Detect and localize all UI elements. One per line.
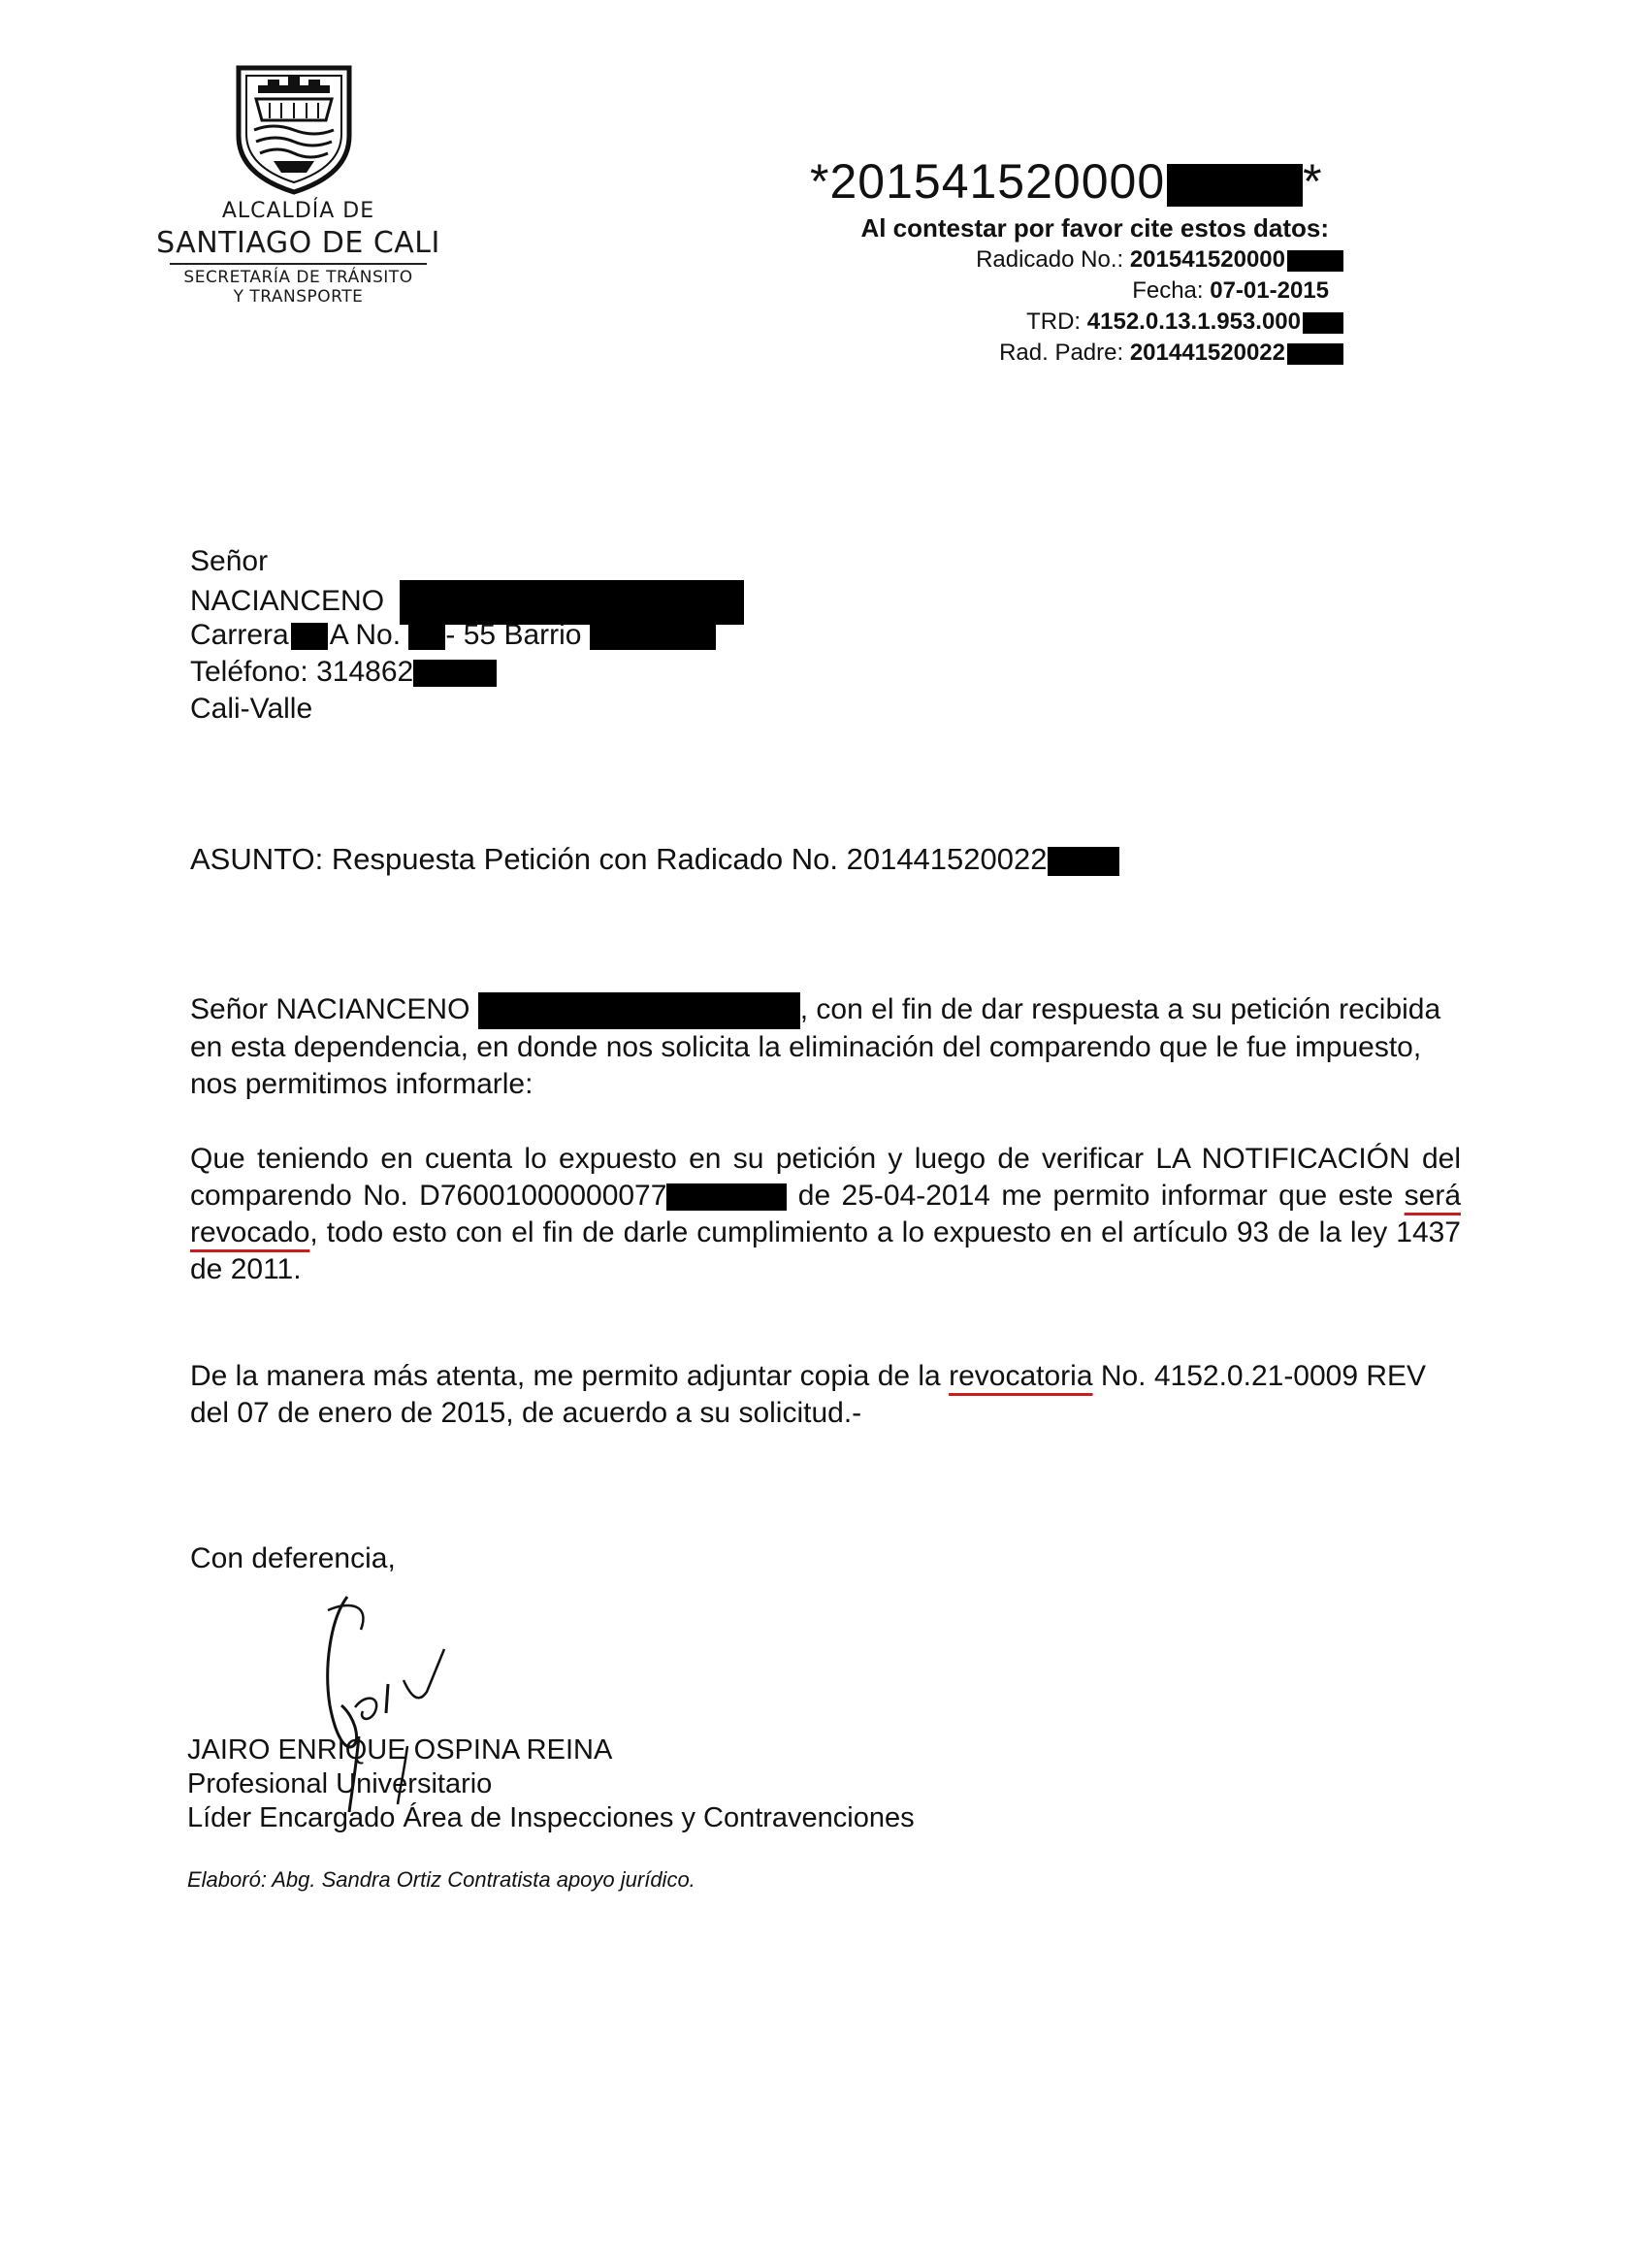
body-paragraph-2 [190,1141,1461,1288]
rad-padre-value: 201441520022 [1129,340,1285,366]
subject-text: ASUNTO: Respuesta Petición con Radicado No. 201441520022 [190,842,1048,876]
body-paragraph-3 [190,1358,1461,1432]
letterhead-transporte: Y TRANSPORTE [233,287,364,307]
addressee-phone: Teléfono: 314862 [190,656,414,688]
rad-padre-row [999,340,1343,367]
letterhead-divider [170,263,427,265]
body-paragraph-1 [190,991,1461,1103]
addressee-salutation: Señor [190,545,269,577]
addressee-phone-row [190,656,497,689]
p2-part-c: , todo esto con el fin de darle cumplimiento a lo expuesto en el artículo 93 de la ley 1437 de 2011. [190,1216,1461,1285]
trd-value: 4152.0.13.1.953.000 [1086,308,1301,335]
letterhead-secretaria: SECRETARÍA DE TRÁNSITO [183,268,413,287]
prepared-by: Elaboró: Abg. Sandra Ortiz Contratista apoyo jurídico. [187,1867,695,1892]
p1-rest: , con el fin de dar respuesta a su petición recibida en esta dependencia, en donde nos solicita la eliminación del comparendo que le fue impuesto, nos permitimos informarle: [190,993,1441,1101]
p1-start: Señor NACIANCENO [190,993,470,1025]
fecha-value: 07-01-2015 [1210,277,1329,304]
radicado-row [976,246,1343,274]
filing-number-barcode [810,153,1323,210]
filing-number-suffix: * [1303,154,1323,209]
p2-part-b: de 25-04-2014 me permito informar que este [787,1180,1405,1212]
closing-line: Con deferencia, [190,1542,396,1574]
p3-part-b: No. 4152.0.21-0009 REV del 07 de enero de 2015, de acuerdo a su solicitud.- [190,1360,1427,1429]
addressee-name: NACIANCENO [190,584,385,617]
cite-instructions: Al contestar por favor cite estos datos: [860,213,1329,243]
coat-of-arms-icon [231,60,357,196]
radicado-label: Radicado No.: [976,246,1124,273]
fecha-row [1132,277,1329,305]
addressee-address [190,619,716,652]
redaction-box [1287,250,1343,272]
signatory-name: JAIRO ENRIQUE OSPINA REINA [187,1734,613,1766]
redaction-box [408,623,445,650]
signatory-title: Profesional Universitario [187,1768,493,1799]
letterhead-line-alcaldia: ALCALDÍA DE [221,199,375,223]
signatory-role: Líder Encargado Área de Inspecciones y Contravenciones [187,1802,915,1833]
redaction-box [1303,312,1343,334]
redaction-box [1287,343,1343,365]
letterhead-city: SANTIAGO DE CALI [156,226,440,260]
p2-part-a: Que teniendo en cuenta lo expuesto en su petición y luego de verificar LA NOTIFICACIÓN del comparendo No. D76001000000077 [190,1143,1461,1212]
redaction-box [413,660,497,687]
fecha-label: Fecha: [1132,277,1204,304]
radicado-value: 201541520000 [1129,246,1285,273]
revoked-highlight: será revocado [190,1180,1461,1248]
redaction-box [1048,847,1119,876]
redaction-box [1167,164,1303,207]
address-part: Carrera [190,619,289,651]
redaction-box [291,623,328,650]
p3-part-a: De la manera más atenta, me permito adjuntar copia de la [190,1360,950,1392]
redaction-box [478,992,800,1029]
address-part: - 55 Barrio [445,619,582,651]
filing-number-prefix: *201541520000 [810,154,1166,209]
trd-row [1026,308,1343,336]
redaction-box [590,623,716,650]
redaction-box [666,1183,787,1211]
address-part: A No. [329,619,402,651]
addressee-city: Cali-Valle [190,693,313,725]
subject-line [190,842,1119,877]
rad-padre-label: Rad. Padre: [999,340,1124,366]
trd-label: TRD: [1026,308,1082,335]
revocatoria-highlight: revocatoria [949,1360,1093,1392]
